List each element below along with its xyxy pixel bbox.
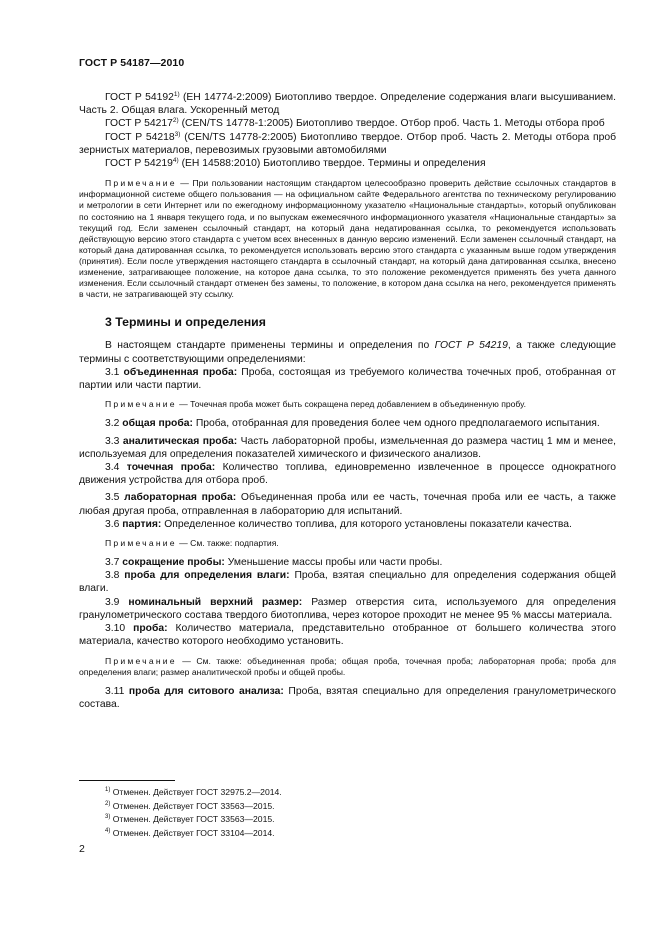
term-3-8 <box>79 569 616 595</box>
term-number: 3.7 <box>105 557 123 569</box>
term-3-4 <box>79 461 616 487</box>
term-number: 3.9 <box>105 596 129 608</box>
ref-code: ГОСТ Р 54192 <box>105 92 174 103</box>
term-name: общая проба: <box>122 418 193 430</box>
footnote-text: Отменен. Действует ГОСТ 33104—2014. <box>110 827 275 838</box>
term-name: лабораторная проба: <box>124 492 237 504</box>
term-3-9 <box>79 596 616 622</box>
term-number: 3.1 <box>105 366 124 378</box>
term-name: точечная проба: <box>126 461 216 473</box>
footnote-item <box>105 813 282 827</box>
term-definition: Количество топлива, единовременно извлеченное в процессе однократного движения устройства для отбора проб. <box>79 461 616 487</box>
term-name: номинальный верхний размер: <box>128 596 303 608</box>
term-number: 3.2 <box>105 418 123 430</box>
ref-text: (ЕН 14588:2010) Биотопливо твердое. Термины и определения <box>178 158 486 170</box>
term-definition: Проба, взятая специально для определения содержания общей влаги. <box>79 570 616 595</box>
page-number: 2 <box>79 843 85 855</box>
term-name: партия: <box>122 518 162 530</box>
footnote-mark: 3) <box>105 814 111 821</box>
footnote-divider <box>79 780 175 781</box>
ref-text: (CEN/TS 14778-2:2005) Биотопливо твердое. Отбор проб. Часть 2. Методы отбора проб зернистых материалов, перевозимых грузовыми автомобилями <box>79 131 617 156</box>
term-3-2 <box>79 417 616 430</box>
term-number: 3.10 <box>105 623 134 635</box>
document-header: ГОСТ Р 54187—2010 <box>79 57 185 69</box>
footnote-mark: 1) <box>105 787 111 793</box>
footnote-mark: 4) <box>105 827 111 834</box>
footnote-text: Отменен. Действует ГОСТ 32975.2—2014. <box>110 787 282 797</box>
term-name: проба для ситового анализа: <box>128 685 284 697</box>
note-label: Примечание <box>105 178 177 189</box>
term-definition: Размер отверстия сита, используемого для определения гранулометрического состава твердого биотоплива, через которое проходит не менее 95 % массы материала. <box>79 596 616 621</box>
ref-text: (ЕН 14774-2:2009) Биотопливо твердое. Определение содержания влаги высушиванием. Часть 2. Общая влага. Ускоренный метод <box>79 92 617 117</box>
footnote-text: Отменен. Действует ГОСТ 33563—2015. <box>110 800 275 811</box>
term-number: 3.11 <box>105 685 129 697</box>
term-3-10 <box>79 622 616 648</box>
section-title: 3 Термины и определения <box>105 315 266 330</box>
note-label: Примечание <box>105 655 177 666</box>
term-number: 3.6 <box>105 518 123 530</box>
footnote-mark: 1) <box>173 91 180 98</box>
note-dash: — <box>176 655 197 666</box>
term-definition: Проба, взятая специально для определения гранулометрического состава. <box>79 685 616 710</box>
footnote-mark: 3) <box>174 130 181 138</box>
note-dash: — <box>176 399 191 410</box>
note-label: Примечание <box>105 537 177 548</box>
footnote-text: Отменен. Действует ГОСТ 33563—2015. <box>110 814 275 825</box>
ref-code: ГОСТ Р 54218 <box>105 131 175 143</box>
note-dash: — <box>176 178 193 189</box>
term-3-7 <box>79 556 616 569</box>
term-definition: Объединенная проба или ее часть, точечная проба или ее часть, а также любая другая проба, отправленная в лабораторию для испытаний. <box>79 492 616 517</box>
term-name: проба: <box>133 623 168 635</box>
term-number: 3.8 <box>105 570 125 582</box>
intro-text: , а также следующие термины с соответствующими определениями: <box>79 340 616 365</box>
term-name: проба для определения влаги: <box>124 570 290 582</box>
reference-entry <box>79 131 616 157</box>
term-definition: Количество материала, представительно отобранное от большего количества этого материала, качество которого необходимо установить. <box>79 623 616 648</box>
term-3-11 <box>79 685 616 711</box>
term-name: аналитическая проба: <box>122 435 238 447</box>
note-text: Точечная проба может быть сокращена перед добавлением в объединенную пробу. <box>190 399 526 410</box>
note-label: Примечание <box>105 399 177 410</box>
term-number: 3.3 <box>105 435 123 447</box>
intro-text: В настоящем стандарте применены термины и определения по <box>105 340 435 352</box>
footnote-mark: 2) <box>172 117 179 125</box>
reference-entry <box>79 157 616 170</box>
term-definition: Часть лабораторной пробы, измельченная до размера частиц 1 мм и менее, используемая для определения показателей химического и физического анализов. <box>79 435 616 460</box>
term-definition: Уменьшение массы пробы или части пробы. <box>224 557 443 569</box>
term-definition: Проба, состоящая из требуемого количества точечных проб, отобранная от партии или части партии. <box>79 366 617 392</box>
note-text: См. также: подпартия. <box>190 537 279 548</box>
reference-entry <box>79 117 616 130</box>
intro-ref: ГОСТ Р 54219 <box>434 340 508 352</box>
note-dash: — <box>176 537 191 548</box>
document-body <box>79 91 616 711</box>
footnote-mark: 2) <box>105 800 111 807</box>
note-3-6 <box>79 538 616 549</box>
term-definition: Определенное количество топлива, для которого установлены показатели качества. <box>161 518 572 530</box>
note-3-1 <box>79 399 616 410</box>
section-intro <box>79 339 616 365</box>
note-text: При пользовании настоящим стандартом целесообразно проверить действие ссылочных стандартов в информационной системе общего пользования — на официальном сайте Федерального агентства по техническому регулированию и метрологии в сети Интернет или по ежегодному информационному указателю «Национальные стандарты», который опубликован по состоянию на 1 января текущего года, и по выпускам ежемесячного информационного указателя «Национальные стандарты» за текущий год. Если заменен ссылочный стандарт, на который дана недатированная ссылка, то рекомендуется использовать действующую версию этого стандарта с учетом всех внесенных в данную версию изменений. Если заменен ссылочный стандарт, на который дана датированная ссылка, то рекомендуется использовать версию этого стандарта с указанным выше годом утверждения (принятия). Если после утверждения настоящего стандарта в ссылочный стандарт, на который дана датированная ссылка, внесено изменение, затрагивающее положение, на которое дана ссылка, то это положение рекомендуется применять без учета данного изменения. Если ссылочный стандарт отменен без замены, то положение, в котором дана ссылка на него, рекомендуется применять в части, не затрагивающей эту ссылку. <box>79 178 616 300</box>
term-3-3 <box>79 435 616 461</box>
term-3-1 <box>79 366 616 392</box>
note-references <box>79 178 616 300</box>
note-3-10 <box>79 656 616 678</box>
footnote-item <box>105 786 282 800</box>
footnote-item <box>105 827 282 841</box>
reference-entry <box>79 91 616 117</box>
term-name: сокращение пробы: <box>122 557 225 569</box>
term-name: объединенная проба: <box>123 366 238 378</box>
footnotes <box>105 786 282 840</box>
term-definition: Проба, отобранная для проведения более чем одного предполагаемого испытания. <box>192 418 600 430</box>
note-text: См. также: объединенная проба; общая проба, точечная проба; лабораторная проба; проба для определения влаги; размер аналитической пробы и общей пробы. <box>79 655 616 677</box>
term-number: 3.4 <box>105 461 127 473</box>
term-3-5 <box>79 491 616 517</box>
footnote-item <box>105 800 282 814</box>
ref-code: ГОСТ Р 54217 <box>105 118 173 130</box>
term-number: 3.5 <box>105 492 125 504</box>
ref-text: (CEN/TS 14778-1:2005) Биотопливо твердое. Отбор проб. Часть 1. Методы отбора проб <box>178 118 605 130</box>
term-3-6 <box>79 518 616 531</box>
ref-code: ГОСТ Р 54219 <box>105 158 173 170</box>
footnote-mark: 4) <box>172 157 179 165</box>
